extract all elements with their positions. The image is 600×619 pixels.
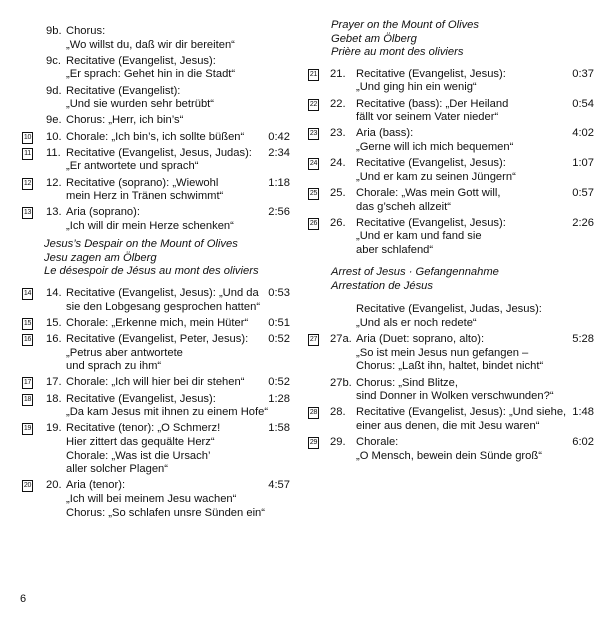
- track-number-box: 21: [308, 69, 319, 81]
- entry-number: 11.: [46, 146, 61, 159]
- entry-duration: 0:51: [268, 316, 290, 329]
- track-number-box: 12: [22, 178, 33, 190]
- entry-line: „Petrus aber antwortete: [66, 346, 183, 359]
- entry-line: „Da kam Jesus mit ihnen zu einem Hofe“: [66, 406, 269, 419]
- entry-duration: 0:37: [572, 67, 594, 80]
- entry-number: 15.: [46, 316, 62, 329]
- entry-duration: 2:26: [572, 216, 594, 229]
- entry-line: Chorus: „Laßt ihn, haltet, bindet nicht“: [356, 360, 544, 373]
- entry-number: 9b.: [46, 25, 62, 37]
- entry-line: „Wo willst du, daß wir dir bereiten“: [66, 38, 235, 51]
- entry-line: Recitative (Evangelist, Judas, Jesus):: [356, 303, 542, 316]
- entry-line: Recitative (soprano): „Wiewohl: [66, 176, 219, 189]
- entry-number: 19.: [46, 422, 62, 435]
- entry-line: „Und ging hin ein wenig“: [356, 81, 477, 94]
- entry-line: aller solcher Plagen“: [66, 463, 168, 476]
- entry-number: 10.: [46, 130, 62, 143]
- track-number-box: 29: [308, 437, 319, 449]
- entry-number: 14.: [46, 287, 62, 299]
- entry-line: einer aus denen, die mit Jesu waren“: [356, 420, 540, 432]
- entry-line: Recitative (tenor): „O Schmerz!: [66, 422, 221, 435]
- entry-number: 25.: [330, 187, 346, 199]
- track-number-box: 20: [22, 480, 33, 492]
- entry-line: Recitative (Evangelist, Jesus):: [356, 67, 506, 80]
- section-heading: Jesu zagen am Ölberg: [44, 251, 157, 264]
- entry-line: und sprach zu ihm“: [66, 360, 162, 373]
- entry-duration: 4:02: [572, 127, 594, 140]
- entry-duration: 0:54: [572, 97, 594, 110]
- entry-line: Chorale: „Was mein Gott will,: [356, 187, 501, 199]
- entry-line: Aria (soprano):: [66, 206, 140, 219]
- entry-line: Recitative (Evangelist, Jesus):: [66, 392, 216, 405]
- entry-line: „Ich will dir mein Herze schenken“: [66, 220, 234, 232]
- entry-duration: 1:48: [572, 406, 594, 419]
- track-number-box: 28: [308, 407, 319, 419]
- entry-line: Chorus: „So schlafen unsre Sünden ein“: [66, 506, 266, 519]
- entry-line: Chorale:: [356, 436, 399, 449]
- entry-line: Chorale: „Ich will hier bei dir stehen“: [66, 376, 245, 389]
- entry-line: Chorus: „Sind Blitze,: [356, 376, 458, 389]
- track-number-box: 10: [22, 132, 33, 144]
- section-heading: Prayer on the Mount of Olives: [331, 19, 479, 31]
- section-heading: Arrest of Jesus · Gefangennahme: [331, 266, 499, 279]
- track-number-box: 14: [22, 288, 33, 300]
- track-number-box: 19: [22, 423, 33, 435]
- entry-line: Chorale: „Erkenne mich, mein Hüter“: [66, 316, 249, 329]
- entry-duration: 2:34: [268, 146, 290, 159]
- entry-line: Chorale: „Was ist die Ursach’: [66, 449, 211, 462]
- entry-number: 28.: [330, 406, 346, 419]
- entry-number: 23.: [330, 127, 346, 140]
- track-number-box: 27: [308, 334, 319, 346]
- entry-duration: 0:53: [268, 287, 290, 299]
- entry-line: „Ich will bei meinem Jesu wachen“: [66, 493, 237, 505]
- entry-line: das g’scheh allzeit“: [356, 200, 451, 213]
- entry-line: Aria (bass):: [356, 127, 414, 140]
- entry-duration: 1:58: [268, 422, 290, 435]
- entry-line: sind Donner in Wolken verschwunden?“: [356, 390, 554, 403]
- entry-line: Aria (Duet: soprano, alto):: [356, 333, 485, 346]
- entry-line: „Und er kam und fand sie: [356, 230, 482, 243]
- entry-duration: 0:52: [268, 333, 290, 345]
- entry-line: sie den Lobgesang gesprochen hatten“: [66, 300, 261, 313]
- entry-duration: 0:57: [572, 187, 594, 199]
- track-number-box: 26: [308, 218, 319, 230]
- entry-line: „Und sie wurden sehr betrübt“: [66, 98, 214, 111]
- entry-line: Recitative (Evangelist, Jesus):: [356, 157, 506, 170]
- entry-number: 22.: [330, 97, 346, 110]
- entry-line: „Gerne will ich mich bequemen“: [356, 141, 514, 153]
- entry-line: Recitative (Evangelist, Jesus):: [66, 54, 216, 67]
- entry-number: 9d.: [46, 84, 62, 97]
- section-heading: Jesus’s Despair on the Mount of Olives: [44, 238, 238, 251]
- entry-line: Aria (tenor):: [66, 479, 126, 492]
- entry-line: „So ist mein Jesus nun gefangen –: [356, 346, 529, 359]
- page-number: 6: [20, 593, 27, 605]
- entry-duration: 1:18: [268, 176, 290, 189]
- entry-line: aber schlafend“: [356, 244, 434, 256]
- entry-number: 9e.: [46, 114, 62, 127]
- entry-line: „O Mensch, bewein dein Sünde groß“: [356, 449, 542, 462]
- entry-duration: 0:42: [268, 130, 290, 143]
- entry-duration: 1:28: [268, 392, 290, 405]
- entry-line: „Er antwortete und sprach“: [66, 160, 199, 173]
- entry-line: fällt vor seinem Vater nieder“: [356, 111, 499, 124]
- entry-number: 17.: [46, 376, 62, 389]
- track-number-box: 22: [308, 99, 319, 111]
- entry-line: mein Herz in Tränen schwimmt“: [66, 190, 224, 203]
- section-heading: Prière au mont des oliviers: [331, 46, 464, 59]
- entry-number: 18.: [46, 392, 62, 405]
- entry-line: Hier zittert das gequälte Herz“: [66, 436, 215, 448]
- entry-number: 26.: [330, 216, 346, 229]
- entry-line: Chorus:: [66, 25, 106, 37]
- track-number-box: 23: [308, 128, 319, 140]
- entry-number: 20.: [46, 479, 62, 492]
- entry-number: 13.: [46, 206, 62, 219]
- entry-duration: 4:57: [268, 479, 290, 492]
- entry-line: Chorus: „Herr, ich bin’s“: [66, 114, 184, 127]
- entry-number: 27a.: [330, 333, 352, 346]
- track-number-box: 11: [22, 148, 33, 160]
- section-heading: Le désespoir de Jésus au mont des oliviers: [44, 265, 259, 278]
- entry-number: 27b.: [330, 376, 352, 389]
- entry-line: Recitative (Evangelist):: [66, 84, 181, 97]
- entry-line: „Er sprach: Gehet hin in die Stadt“: [66, 68, 236, 81]
- track-number-box: 13: [22, 207, 33, 219]
- track-number-box: 24: [308, 158, 319, 170]
- entry-duration: 5:28: [572, 333, 594, 346]
- track-number-box: 17: [22, 377, 33, 389]
- entry-line: Chorale: „Ich bin’s, ich sollte büßen“: [66, 130, 245, 143]
- entry-number: 24.: [330, 157, 346, 170]
- entry-line: „Und als er noch redete“: [356, 317, 477, 329]
- track-number-box: 15: [22, 318, 33, 330]
- entry-number: 12.: [46, 176, 62, 189]
- entry-number: 29.: [330, 436, 346, 449]
- entry-duration: 2:56: [268, 206, 290, 219]
- entry-duration: 1:07: [572, 157, 594, 170]
- entry-line: Recitative (Evangelist, Jesus): „Und siehe,: [356, 406, 567, 419]
- entry-number: 16.: [46, 333, 62, 345]
- track-number-box: 18: [22, 394, 33, 406]
- entry-line: Recitative (Evangelist, Jesus, Judas):: [66, 146, 252, 159]
- entry-number: 9c.: [46, 54, 61, 67]
- entry-duration: 6:02: [572, 436, 594, 449]
- track-number-box: 25: [308, 188, 319, 200]
- entry-line: Recitative (bass): „Der Heiland: [356, 97, 509, 110]
- entry-line: Recitative (Evangelist, Jesus):: [356, 216, 506, 229]
- entry-line: Recitative (Evangelist, Peter, Jesus):: [66, 333, 249, 345]
- entry-line: „Und er kam zu seinen Jüngern“: [356, 170, 516, 183]
- section-heading: Arrestation de Jésus: [331, 279, 433, 292]
- entry-duration: 0:52: [268, 376, 290, 389]
- entry-line: Recitative (Evangelist, Jesus): „Und da: [66, 287, 259, 299]
- section-heading: Gebet am Ölberg: [331, 32, 417, 45]
- entry-number: 21.: [330, 67, 346, 80]
- track-number-box: 16: [22, 334, 33, 346]
